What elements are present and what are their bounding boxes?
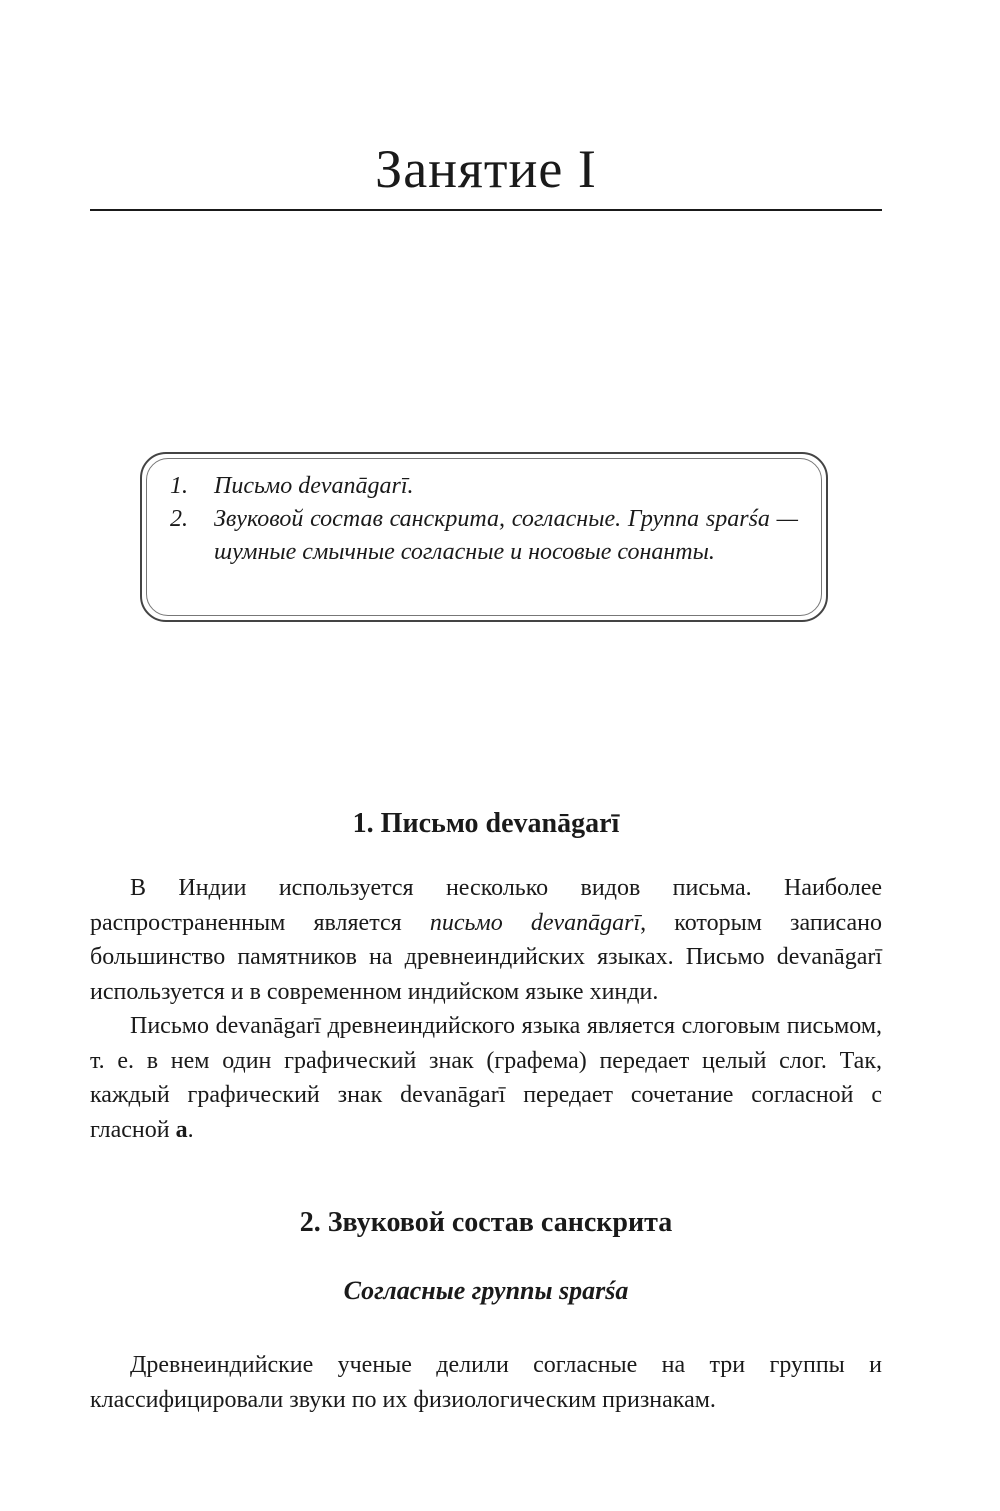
section-1-paragraph-1 <box>90 871 882 1009</box>
outline-item <box>170 470 798 503</box>
paragraph-strong: а <box>175 1116 188 1143</box>
lesson-outline-box <box>140 452 828 622</box>
outline-item-text: Звуковой состав санскрита, согласные. Группа sparśa — шумные смычные согласные и носовые сонанты. <box>214 506 798 565</box>
outline-item-number: 2. <box>170 506 188 532</box>
lesson-outline-list <box>170 470 798 569</box>
section-2-subheading: Согласные группы sparśa <box>343 1276 629 1305</box>
section-2-heading: 2. Звуковой состав санскрита <box>299 1207 673 1238</box>
outline-item-number: 1. <box>170 473 188 499</box>
section-2-paragraph-1: Древнеиндийские ученые делили согласные на три группы и классифицировали звуки по их физиологическим признакам. <box>90 1352 882 1413</box>
outline-item-text: Письмо devanāgarī. <box>214 473 414 499</box>
paragraph-text: . <box>187 1116 194 1143</box>
title-divider <box>90 209 882 211</box>
section-1-heading: 1. Письмо devanāgarī <box>352 808 620 839</box>
paragraph-text: Письмо devanāgarī древнеиндийского языка является слоговым письмом, т. е. в нем один графический знак (графема) передает целый слог. Так, каждый графический знак devanāgarī передает сочетание согласной с гласной <box>90 1013 882 1143</box>
paragraph-text: В Индии используется несколько видов письма. Наиболее распространенным является <box>90 875 882 936</box>
chapter-title: Занятие I <box>375 139 597 199</box>
outline-item <box>170 503 798 569</box>
section-1-paragraph-2 <box>90 1009 882 1147</box>
paragraph-emphasis: письмо devanāgarī <box>429 909 641 936</box>
paragraph-text: , которым записано большинство памятников на древнеиндийских языках. Письмо devanāgarī используется и в современном индийском языке хинди. <box>90 909 882 1005</box>
